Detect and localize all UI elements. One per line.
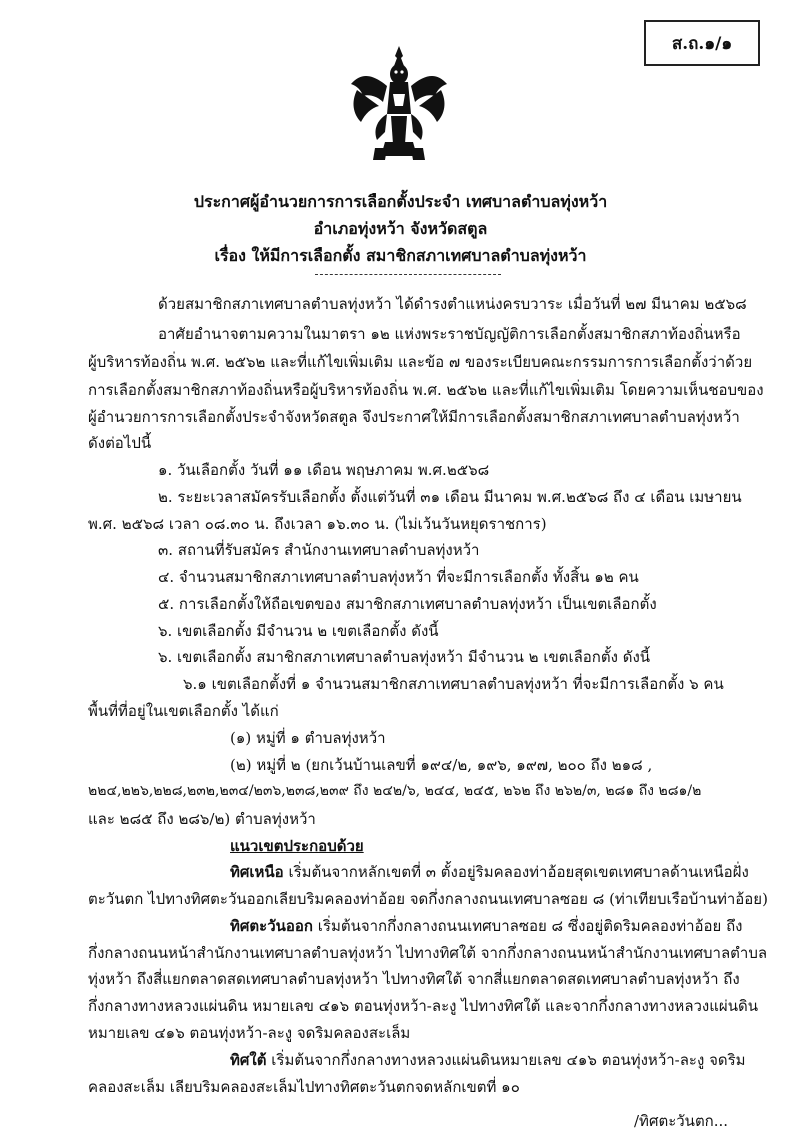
east-label: ทิศตะวันออก — [230, 917, 313, 935]
item-6-district-count: ๖. เขตเลือกตั้ง มีจำนวน ๒ เขตเลือกตั้ง ดังนี้ — [158, 622, 439, 640]
boundary-north-line-2: ตะวันตก ไปทางทิศตะวันออกเลียบริมคลองท่าอ้อย จดกึ่งกลางถนนเทศบาลซอย ๘ (ท่าเทียบเรือบ้านท่าอ้อย) — [88, 890, 768, 908]
item-2-application-period: ๒. ระยะเวลาสมัครรับเลือกตั้ง ตั้งแต่วันที่ ๓๑ เดือน มีนาคม พ.ศ.๒๕๖๘ ถึง ๔ เดือน เมษายน — [158, 488, 742, 506]
boundary-east-line-4: กึ่งกลางทางหลวงแผ่นดิน หมายเลข ๔๑๖ ตอนทุ่งหว้า-ละงู ไปทางทิศใต้ และจากกึ่งกลางทางหลวงแผ่นดิน — [88, 997, 758, 1015]
south-label: ทิศใต้ — [230, 1051, 267, 1069]
district-1-area-2: (๒) หมู่ที่ ๒ (ยกเว้นบ้านเลขที่ ๑๙๔/๒, ๑๙๖, ๑๙๗, ๒๐๐ ถึง ๒๑๘ , — [230, 756, 653, 774]
item-6-district-detail: ๖. เขตเลือกตั้ง สมาชิกสภาเทศบาลตำบลทุ่งหว้า มีจำนวน ๒ เขตเลือกตั้ง ดังนี้ — [158, 648, 651, 666]
boundary-north-line-1 — [230, 860, 749, 884]
item-5-electoral-area: ๕. การเลือกตั้งให้ถือเขตของ สมาชิกสภาเทศบาลตำบลทุ่งหว้า เป็นเขตเลือกตั้ง — [158, 595, 657, 613]
intro-line-6: ดังต่อไปนี้ — [88, 434, 152, 452]
district-1-area-2-houses: ๒๒๔,๒๒๖,๒๒๘,๒๓๒,๒๓๔/๒๓๖,๒๓๘,๒๓๙ ถึง ๒๔๒/๖, ๒๔๔, ๒๔๕, ๒๖๒ ถึง ๒๖๒/๓, ๒๘๑ ถึง ๒๘๑/๒ — [88, 783, 702, 799]
announcement-subject: เรื่อง ให้มีการเลือกตั้ง สมาชิกสภาเทศบาลตำบลทุ่งหว้า — [214, 246, 587, 265]
boundary-east-line-3: ทุ่งหว้า ถึงสี่แยกตลาดสดเทศบาลตำบลทุ่งหว้า ไปทางทิศใต้ จากสี่แยกตลาดสดเทศบาลตำบลทุ่งหว้า ถึง — [88, 970, 740, 988]
item-2-application-time: พ.ศ. ๒๕๖๘ เวลา ๐๘.๓๐ น. ถึงเวลา ๑๖.๓๐ น. (ไม่เว้นวันหยุดราชการ) — [88, 515, 547, 533]
boundary-east-line-2: กึ่งกลางถนนหน้าสำนักงานเทศบาลตำบลทุ่งหว้า ไปทางทิศใต้ จากกึ่งกลางถนนหน้าสำนักงานเทศบาลตำบล — [88, 944, 768, 962]
document-code-box — [644, 20, 760, 66]
intro-line-1: ด้วยสมาชิกสภาเทศบาลตำบลทุ่งหว้า ได้ดำรงตำแหน่งครบวาระ เมื่อวันที่ ๒๗ มีนาคม ๒๕๖๘ — [158, 295, 747, 313]
intro-line-3: ผู้บริหารท้องถิ่น พ.ศ. ๒๕๖๒ และที่แก้ไขเพิ่มเติม และข้อ ๗ ของระเบียบคณะกรรมการการเลือกตั้งว่าด้วย — [88, 353, 753, 371]
intro-line-5: ผู้อำนวยการการเลือกตั้งประจำจังหวัดสตูล จึงประกาศให้มีการเลือกตั้งสมาชิกสภาเทศบาลตำบลทุ่งหว้า — [88, 408, 740, 426]
district-1-area-1: (๑) หมู่ที่ ๑ ตำบลทุ่งหว้า — [230, 729, 386, 747]
document-code: ส.ถ.๑/๑ — [671, 33, 733, 54]
north-text-1: เริ่มต้นจากหลักเขตที่ ๓ ตั้งอยู่ริมคลองท่าอ้อยสุดเขตเทศบาลด้านเหนือฝั่ง — [288, 863, 749, 881]
intro-line-2: อาศัยอำนาจตามความในมาตรา ๑๒ แห่งพระราชบัญญัติการเลือกตั้งสมาชิกสภาท้องถิ่นหรือ — [158, 325, 741, 343]
east-text-1: เริ่มต้นจากกึ่งกลางถนนเทศบาลซอย ๘ ซึ่งอยู่ติดริมคลองท่าอ้อย ถึง — [317, 917, 743, 935]
item-1-election-date: ๑. วันเลือกตั้ง วันที่ ๑๑ เดือน พฤษภาคม พ.ศ.๒๕๖๘ — [158, 461, 490, 479]
boundary-south-line-1 — [230, 1048, 746, 1072]
boundary-south-line-2: คลองสะเล็ม เลียบริมคลองสะเล็มไปทางทิศตะวันตกจดหลักเขตที่ ๑๐ — [88, 1078, 520, 1096]
north-label: ทิศเหนือ — [230, 863, 284, 881]
title-divider — [315, 274, 501, 275]
item-3-application-place: ๓. สถานที่รับสมัคร สำนักงานเทศบาลตำบลทุ่งหว้า — [158, 541, 480, 559]
continuation-note: /ทิศตะวันตก... — [634, 1112, 729, 1130]
boundary-east-line-1 — [230, 914, 742, 938]
announcement-location: อำเภอทุ่งหว้า จังหวัดสตูล — [313, 219, 488, 238]
intro-line-4: การเลือกตั้งสมาชิกสภาท้องถิ่นหรือผู้บริหารท้องถิ่น พ.ศ. ๒๕๖๒ และที่แก้ไขเพิ่มเติม โดยความเห็นชอบของ — [88, 381, 764, 399]
garuda-emblem — [347, 44, 451, 162]
district-1-area-2-end: และ ๒๘๕ ถึง ๒๘๖/๒) ตำบลทุ่งหว้า — [88, 810, 316, 828]
item-4-member-count: ๔. จำนวนสมาชิกสภาเทศบาลตำบลทุ่งหว้า ที่จะมีการเลือกตั้ง ทั้งสิ้น ๑๒ คน — [158, 568, 639, 586]
boundary-heading: แนวเขตประกอบด้วย — [230, 837, 364, 855]
district-1-area-label: พื้นที่ที่อยู่ในเขตเลือกตั้ง ได้แก่ — [88, 702, 279, 720]
district-1-heading: ๖.๑ เขตเลือกตั้งที่ ๑ จำนวนสมาชิกสภาเทศบาลตำบลทุ่งหว้า ที่จะมีการเลือกตั้ง ๖ คน — [183, 675, 724, 693]
south-text-1: เริ่มต้นจากกึ่งกลางทางหลวงแผ่นดินหมายเลข ๔๑๖ ตอนทุ่งหว้า-ละงู จดริม — [271, 1051, 746, 1069]
boundary-east-line-5: หมายเลข ๔๑๖ ตอนทุ่งหว้า-ละงู จดริมคลองสะเล็ม — [88, 1024, 411, 1042]
announcement-title: ประกาศผู้อำนวยการการเลือกตั้งประจำ เทศบาลตำบลทุ่งหว้า — [193, 192, 608, 211]
